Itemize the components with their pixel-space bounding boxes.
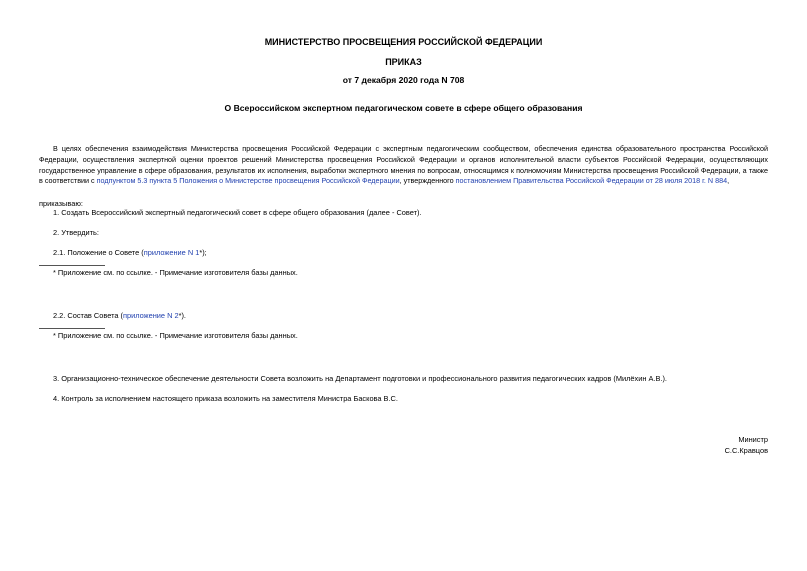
signature-position: Министр (738, 435, 768, 444)
item-2-1-suffix: *); (199, 248, 207, 257)
preamble-text-3: , (727, 176, 730, 186)
footnote-divider-1 (39, 265, 105, 266)
link-appendix-2[interactable]: приложение N 2 (123, 311, 179, 320)
item-4: 4. Контроль за исполнением настоящего приказа возложить на заместителя Министра Баскова В.С. (53, 394, 398, 403)
preamble-text-2: , утвержденного (399, 176, 456, 186)
subject-heading: О Всероссийском экспертном педагогическом совете в сфере общего образования (224, 103, 583, 113)
link-subparagraph-5-3[interactable]: подпунктом 5.3 пункта 5 Положения о Министерстве просвещения Российской Федерации (96, 176, 400, 186)
footnote-2: * Приложение см. по ссылке. - Примечание изготовителя базы данных. (53, 331, 298, 340)
signature-name: С.С.Кравцов (724, 446, 768, 455)
item-3: 3. Организационно-техническое обеспечение деятельности Совета возложить на Департамент подготовки и профессионального развития педагогических кадров (Милёхин А.В.). (53, 374, 667, 383)
footnote-divider-2 (39, 328, 105, 329)
item-2-2-suffix: *). (178, 311, 186, 320)
item-2-2 (53, 311, 186, 321)
preamble-paragraph (39, 144, 768, 187)
footnote-1: * Приложение см. по ссылке. - Примечание изготовителя базы данных. (53, 268, 298, 277)
item-2: 2. Утвердить: (53, 228, 99, 237)
link-government-resolution-884[interactable]: постановлением Правительства Российской Федерации от 28 июля 2018 г. N 884 (455, 176, 728, 186)
item-2-1-prefix: 2.1. Положение о Совете ( (53, 248, 144, 257)
order-word: приказываю: (39, 199, 83, 208)
item-1: 1. Создать Всероссийский экспертный педагогический совет в сфере общего образования (далее - Совет). (53, 208, 422, 217)
preamble-text-1: В целях обеспечения взаимодействия Министерства просвещения Российской Федерации с экспертным педагогическим сообществом, обеспечения единства образовательного пространства Российской Федерации, осуществления экспертной оценки проектов решений Министерства просвещения Российской Федерации и органов исполнительной власти субъектов Российской Федерации, осуществляющих государственное управление в сфере образования, результатов их исполнения, выработки экспертного мнения по вопросам, относящимся к полномочиям Министерства просвещения Российской Федерации, а также в соответствии с (39, 144, 768, 186)
item-2-2-prefix: 2.2. Состав Совета ( (53, 311, 123, 320)
item-2-1 (53, 248, 207, 258)
doc-type-heading: ПРИКАЗ (385, 57, 422, 67)
date-number-heading: от 7 декабря 2020 года N 708 (342, 75, 465, 85)
ministry-heading: МИНИСТЕРСТВО ПРОСВЕЩЕНИЯ РОССИЙСКОЙ ФЕДЕРАЦИИ (264, 37, 543, 47)
link-appendix-1[interactable]: приложение N 1 (143, 248, 200, 257)
